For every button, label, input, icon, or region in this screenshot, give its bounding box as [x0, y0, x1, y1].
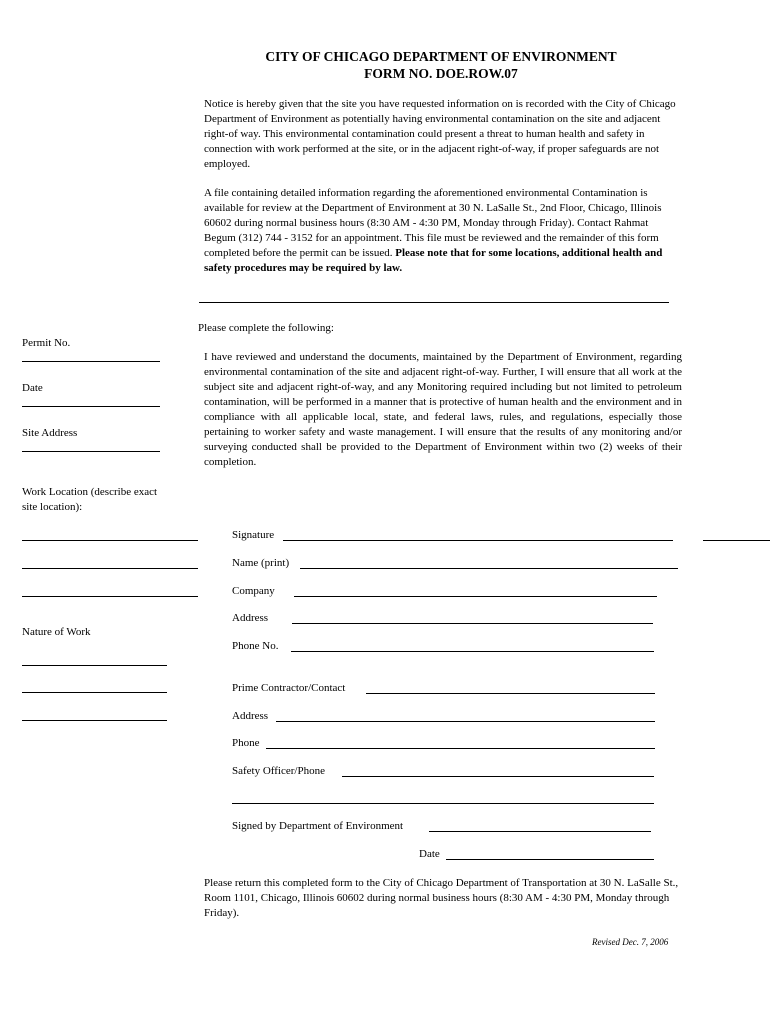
- address2-field[interactable]: [276, 721, 655, 722]
- nature-of-work-field-3[interactable]: [22, 720, 167, 721]
- name-print-label: Name (print): [232, 557, 290, 569]
- signature-extra-line: [703, 540, 770, 541]
- notice-health-safety-warning: Please note that for some locations, additional health and safety procedures may be required by law.: [204, 247, 663, 274]
- nature-of-work-field-2[interactable]: [22, 692, 167, 693]
- prime-contractor-label: Prime Contractor/Contact: [232, 682, 346, 694]
- form-number: FORM NO. DOE.ROW.07: [364, 66, 518, 81]
- phone-label: Phone: [232, 737, 260, 749]
- work-location-label: Work Location (describe exact site location):: [22, 486, 158, 513]
- complete-instruction: Please complete the following:: [198, 322, 334, 334]
- doe-date-label: Date: [419, 848, 440, 860]
- safety-officer-field[interactable]: [342, 776, 654, 777]
- compliance-statement: I have reviewed and understand the documents, maintained by the Department of Environment, regarding environmental contamination of the site and adjacent right-of-way. Further, I will ensure that all work at the subject site and adjacent right-of-way, and any Monitoring required including but not limited to petroleum contamination, will be performed in a manner that is protective of human health and the environment and in compliance with all applicable local, state, and federal laws, rules, and regulations, especially those pertaining to worker safety and waste management. I will ensure that the results of any monitoring and/or surveying conducted shall be provided to the Department of Environment within two (2) weeks of their completion.: [204, 351, 682, 468]
- return-instructions: Please return this completed form to the City of Chicago Department of Transportation at 30 N. LaSalle St., Room 1101, Chicago, Illinois 60602 during normal business hours (8:30 AM - 4:30 PM, Monday through Friday).: [204, 877, 679, 919]
- work-location-field-3[interactable]: [22, 596, 198, 597]
- date-field[interactable]: [22, 406, 160, 407]
- permit-no-field[interactable]: [22, 361, 160, 362]
- signature-field[interactable]: [283, 540, 673, 541]
- doe-date-field[interactable]: [446, 859, 654, 860]
- safety-officer-label: Safety Officer/Phone: [232, 765, 325, 777]
- site-address-label: Site Address: [22, 427, 78, 439]
- notice-paragraph-2-text: A file containing detailed information regarding the aforementioned environmental Contamination is available for review at the Department of Environment at 30 N. LaSalle St., 2nd Floor, Chicago, Illinois 60602 during normal business hours (8:30 AM - 4:30 PM, Monday through Friday). Contact Rahmat Begum (312) 744 - 3152 for an appointment. This file must be reviewed and the remainder of this form completed before the permit can be issued.: [204, 187, 662, 259]
- permit-no-label: Permit No.: [22, 337, 71, 349]
- signed-by-doe-field[interactable]: [429, 831, 651, 832]
- company-field[interactable]: [294, 596, 657, 597]
- signed-by-doe-label: Signed by Department of Environment: [232, 820, 404, 832]
- name-print-field[interactable]: [300, 568, 678, 569]
- phone-no-label: Phone No.: [232, 640, 279, 652]
- phone-field[interactable]: [266, 748, 655, 749]
- address-field[interactable]: [292, 623, 653, 624]
- safety-officer-field-2[interactable]: [232, 803, 654, 804]
- date-label: Date: [22, 382, 43, 394]
- prime-contractor-field[interactable]: [366, 693, 655, 694]
- phone-no-field[interactable]: [291, 651, 654, 652]
- site-address-field[interactable]: [22, 451, 160, 452]
- notice-paragraph-2: [204, 186, 682, 276]
- notice-paragraph-1: Notice is hereby given that the site you have requested information on is recorded with the City of Chicago Department of Environment as potentially having environmental contamination on the site and adjacent right-of way. This environmental contamination could present a threat to human health and safety in connection with work performed at the site, or in the adjacent right-of-way, if proper safeguards are not employed.: [204, 98, 676, 170]
- address2-label: Address: [232, 710, 269, 722]
- nature-of-work-label: Nature of Work: [22, 626, 91, 638]
- company-label: Company: [232, 585, 275, 597]
- work-location-field-1[interactable]: [22, 540, 198, 541]
- revision-date: Revised Dec. 7, 2006: [592, 937, 669, 947]
- signature-label: Signature: [232, 529, 275, 541]
- address-label: Address: [232, 612, 269, 624]
- form-title: CITY OF CHICAGO DEPARTMENT OF ENVIRONMENT: [265, 49, 617, 64]
- work-location-field-2[interactable]: [22, 568, 198, 569]
- section-divider: [199, 302, 669, 303]
- nature-of-work-field-1[interactable]: [22, 665, 167, 666]
